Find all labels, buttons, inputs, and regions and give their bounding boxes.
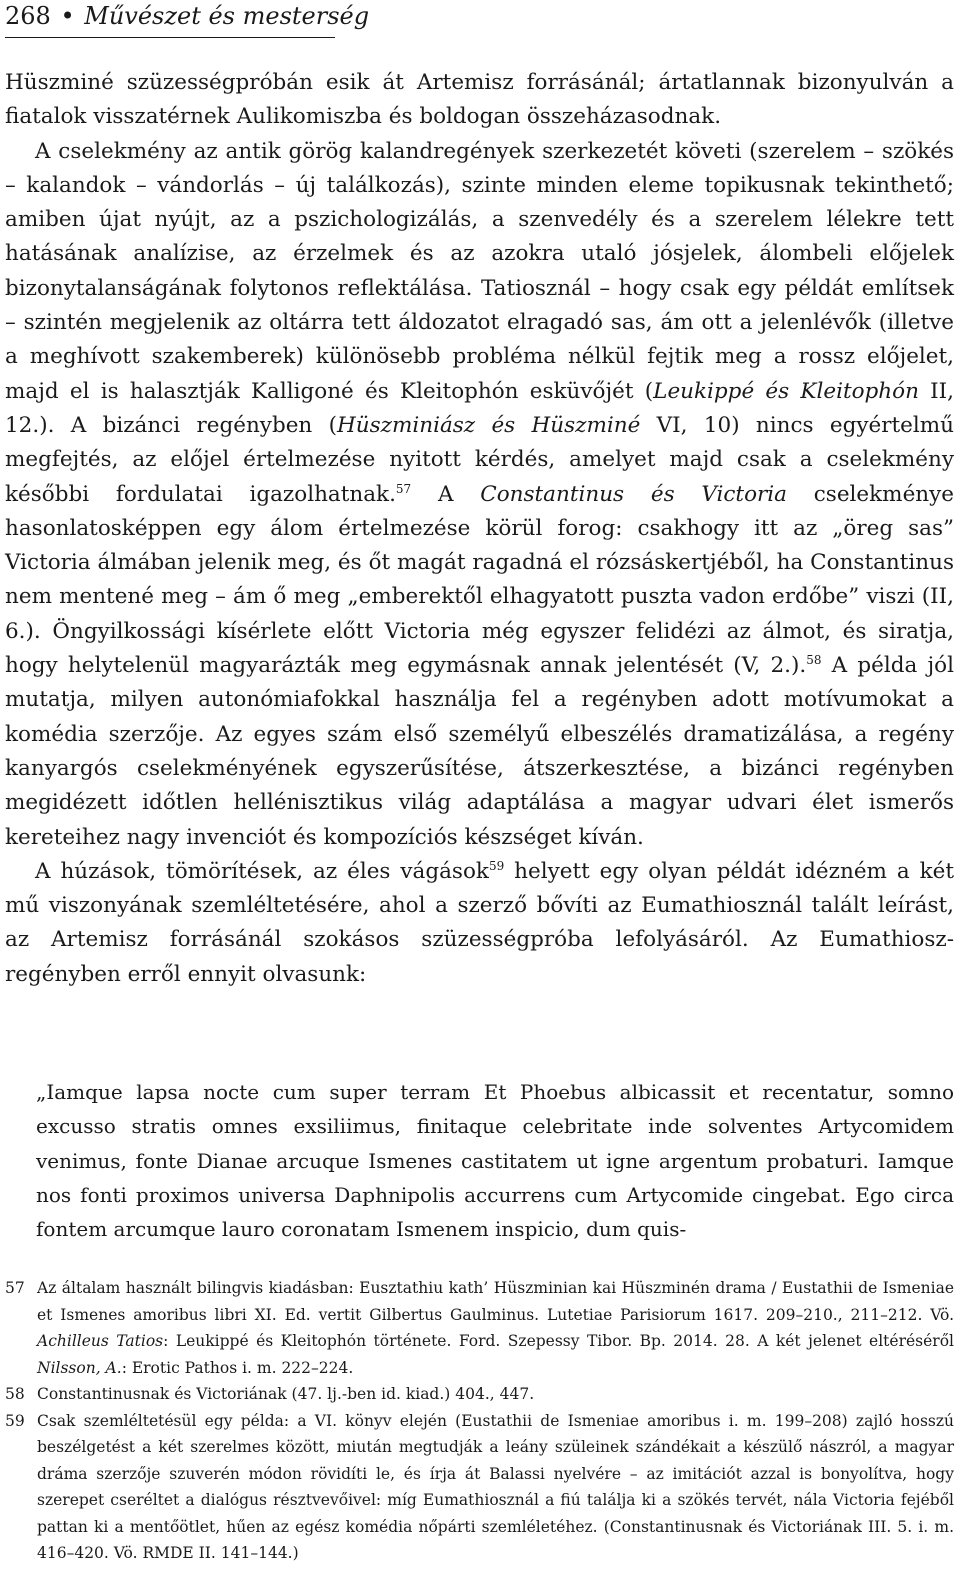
paragraph-1-text: Hüszminé szüzességpróbán esik át Artemisz forrásánál; ártatlannak bizonyulván a fiatalok visszatérnek Aulikomiszba és boldogan összeházasodnak. <box>5 70 954 130</box>
footnote-57 <box>5 1275 954 1381</box>
paragraph-2-text-6: A példa jól mutatja, milyen autonómiafokkal használja fel a regényben adott motívumokat a komédia szerzője. Az egyes szám első személyű elbeszélés dramatizálása, a regény kanyargós cselekményének egyszerűsítése, átszerkesztése, a bizánci regényben megidézett időtlen hellénisztikus világ adaptálása a magyar udvari élet ismerős kereteihez nagy invenciót és kompozíciós készséget kíván. <box>5 653 954 850</box>
footnote-ref-58[interactable]: 58 <box>806 652 822 667</box>
bullet-separator: • <box>60 2 75 30</box>
paragraph-2-text-3: VI, 10) nincs egyértelmű megfejtés, az előjel értelmezése nyitott kérdés, amelyet majd csak a cselekmény későbbi fordulatai igazolhatnak. <box>5 412 954 507</box>
page-number: 268 <box>5 2 51 30</box>
footnote-57-text-2: : Leukippé és Kleitophón története. Ford. Szepessy Tibor. Bp. 2014. 28. A két jelenet eltéréséről <box>163 1332 954 1350</box>
footnote-57-text-1: Az általam használt bilingvis kiadásban: Eusztathiu kath’ Hüszminian kai Hüszminén drama / Eustathii de Ismeniae et Ismenes amoribus libri XI. Ed. vertit Gilbertus Gaulminus. Lutetiae Parisiorum 1617. 209–210., 211–212. Vö. <box>37 1279 954 1324</box>
footnote-number: 57 <box>5 1279 25 1297</box>
footnote-number: 59 <box>5 1411 25 1430</box>
running-header <box>5 0 370 38</box>
footnote-text <box>37 1275 954 1381</box>
footnote-number: 58 <box>5 1385 25 1403</box>
footnote-58 <box>5 1381 954 1408</box>
footnote-58-text: Constantinusnak és Victoriának (47. lj.-ben id. kiad.) 404., 447. <box>37 1385 535 1403</box>
header-line <box>5 0 370 32</box>
footnote-ref-57[interactable]: 57 <box>395 481 412 496</box>
latin-quote-text: „Iamque lapsa nocte cum super terram Et Phoebus albicassit et recentatur, somno excusso stratis omnes exsiliimus, finitaque celebritate inde solventes Artycomidem venimus, fonte Dianae arcuque Ismenes castitatem ut igne argentum probaturi. Iamque nos fonti proximos universa Daphnipolis accurrens cum Artycomide cingebat. Ego circa fontem arcumque lauro coronatam Ismenem inspicio, dum quis- <box>36 1080 954 1242</box>
paragraph-2-text-5: cselekménye hasonlatosképpen egy álom értelmezése körül forog: csakhogy itt az „öreg sas” Victoria álmában jelenik meg, és őt magát ragadná el rózsáskertjéből, ha Constantinus nem mentené meg – ám ő meg „emberektől elhagyatott puszta vadon erdőbe” viszi (II, 6.). Öngyilkossági kísérlete előtt Victoria még egyszer felidézi az álmot, és siratja, hogy helytelenül magyarázták meg egymásnak annak jelentését (V, 2.). <box>5 481 955 679</box>
footnote-59 <box>5 1408 954 1567</box>
title-constantinus: Constantinus és Victoria <box>480 481 787 507</box>
paragraph-3 <box>5 855 954 992</box>
footnote-ref-59[interactable]: 59 <box>488 858 505 873</box>
paragraph-2-text-2: II, 12.). A bizánci regényben ( <box>5 378 954 438</box>
title-huszminiasz: Hüszminiász és Hüszminé <box>337 412 641 438</box>
footnote-59-text: Csak szemléltetésül egy példa: a VI. könyv elején (Eustathii de Ismeniae amoribus i. m. 199–208) zajló hosszú beszélgetést a két szerelmes között, miután megtudják a leány szüleinek szándékait a készülő nászról, a magyar dráma szerzője szuverén módon rövidíti le, és írja át Balassi nyelvére – az imitációt azzal is bonyolítva, hogy szerepet cseréltet a dialógus résztvevőivel: míg Eumathiosznál a fiú találja ki a szökés tervét, nála Victoria fejéből pattan ki a mentőötlet, hűen az egész komédia nőpárti szemléletéhez. (Constantinusnak és Victoriának III. 5. i. m. 416–420. Vö. RMDE II. 141–144.) <box>37 1411 954 1562</box>
title-leukippe: Leukippé és Kleitophón <box>653 378 919 404</box>
paragraph-3-text-1: A húzások, tömörítések, az éles vágások <box>35 858 489 884</box>
author-nilsson: Nilsson, A. <box>37 1358 122 1377</box>
paragraph-2 <box>5 135 954 855</box>
paragraph-2-text-4: A <box>411 481 481 507</box>
main-text <box>5 66 954 992</box>
paragraph-3-text-2: helyett egy olyan példát idézném a két mű viszonyának szemléltetésére, ahol a szerző bővíti az Eumathiosznál talált leírást, az Artemisz forrásánál szokásos szüzességpróba lefolyásáról. Az Eumathiosz-regényben erről ennyit olvasunk: <box>5 858 954 987</box>
header-rule <box>5 37 335 38</box>
paragraph-2-text-1: A cselekmény az antik görög kalandregények szerkezetét követi (szerelem – szökés – kalandok – vándorlás – új találkozás), szinte minden eleme topikusnak tekinthető; amiben újat nyújt, az a pszichologizálás, a szenvedély és a szerelem lélekre tett hatásának analízise, az érzelmek és az azokra utaló jósjelek, álombeli előjelek bizonytalanságának folytonos reflektálása. Tatiosznál – hogy csak egy példát említsek – szintén megjelenik az oltárra tett áldozatot elragadó sas, ám ott a jelenlévők (illetve a meghívott szakemberek) különösebb probléma nélkül fejtik meg a rossz előjelet, majd el is halasztják Kalligoné és Kleitophón esküvőjét ( <box>5 138 954 404</box>
paragraph-1 <box>5 66 954 135</box>
running-title: Művészet és mesterség <box>84 2 370 30</box>
author-achilleus: Achilleus Tatios <box>37 1332 164 1350</box>
footnotes <box>5 1275 954 1567</box>
footnote-57-text-3: : Erotic Pathos i. m. 222–224. <box>121 1358 354 1377</box>
latin-quote <box>36 1075 954 1246</box>
